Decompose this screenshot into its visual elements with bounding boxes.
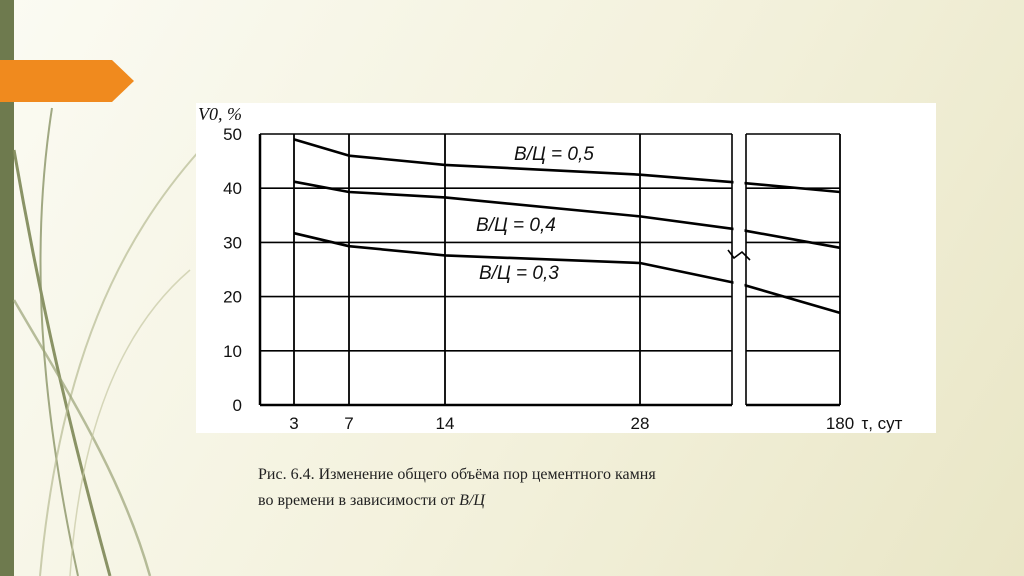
- caption-line-2: [258, 488, 818, 514]
- series-label-1: В/Ц = 0,4: [476, 215, 556, 236]
- y-tick-label-30: 30: [223, 233, 242, 253]
- series-line-1: [294, 182, 840, 248]
- series-line-2: [294, 233, 840, 313]
- axis-break-gap: [734, 132, 745, 407]
- x-axis-label: τ, сут: [861, 414, 903, 433]
- y-tick-label-40: 40: [223, 179, 242, 199]
- series-label-2: В/Ц = 0,3: [479, 263, 559, 284]
- y-tick-label-50: 50: [223, 125, 242, 144]
- caption-line-2-italic: В/Ц: [459, 492, 485, 509]
- x-tick-label-7: 7: [344, 414, 354, 433]
- y-tick-label-10: 10: [223, 341, 242, 361]
- x-tick-label-28: 28: [630, 414, 650, 433]
- y-tick-label-20: 20: [223, 287, 242, 307]
- series-layer: [294, 132, 840, 407]
- series-label-0: В/Ц = 0,5: [514, 144, 594, 165]
- caption-line-2-prefix: во времени в зависимости от: [258, 492, 460, 509]
- caption-line-1: Рис. 6.4. Изменение общего объёма пор цементного камня: [258, 466, 656, 483]
- orange-tab-shape: [0, 60, 134, 102]
- x-tick-label-180: 180: [825, 414, 855, 433]
- y-axis-label: V0, %: [198, 104, 242, 124]
- y-tick-label-0: 0: [232, 396, 242, 415]
- pore-volume-chart: [196, 100, 946, 440]
- label-layer: [198, 104, 903, 433]
- figure-caption: [258, 462, 818, 514]
- x-tick-label-14: 14: [435, 414, 455, 433]
- x-tick-label-3: 3: [289, 414, 299, 433]
